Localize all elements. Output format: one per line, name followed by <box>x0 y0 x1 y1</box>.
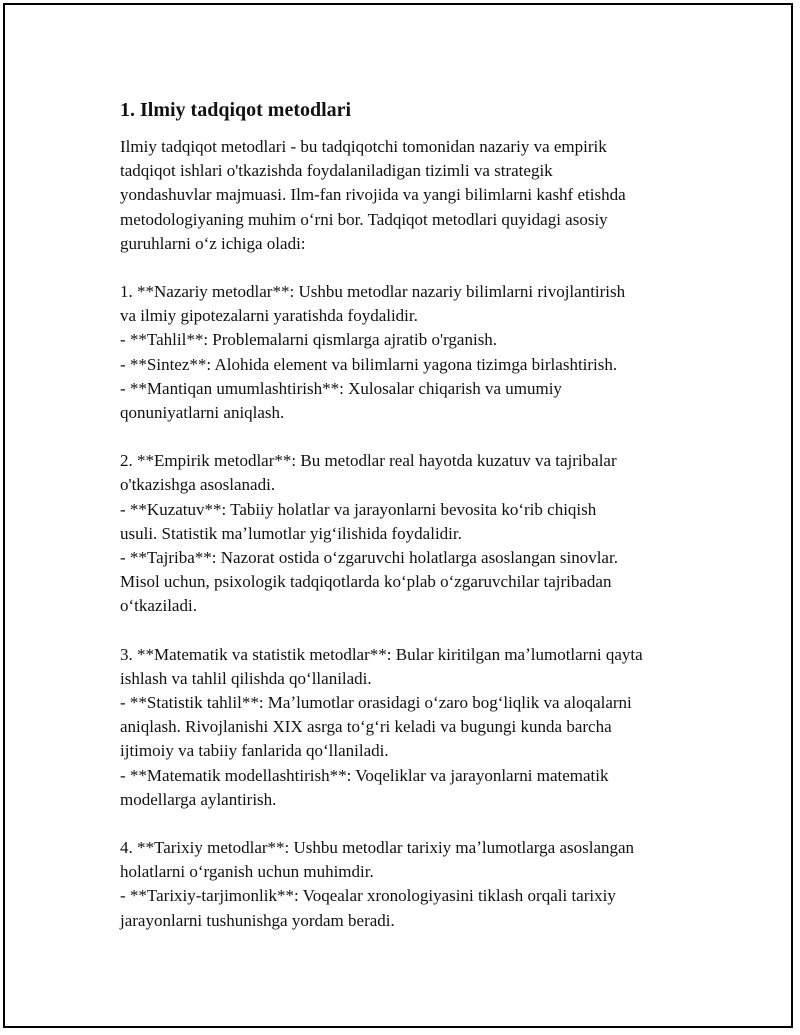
empirical-methods-paragraph: 2. **Empirik metodlar**: Bu metodlar real hayotda kuzatuv va tajribalar o'tkazishga asoslanadi. - **Kuzatuv**: Tabiiy holatlar va jarayonlarni bevosita koʻrib chiqish usuli. Statistik maʼlumotlar yigʻilishida foydalidir. - **Tajriba**: Nazorat ostida oʻzgaruvchi holatlarga asoslangan sinovlar. Misol uchun, psixologik tadqiqotlarda koʻplab oʻzgaruvchilar tajribadan oʻtkaziladi. <box>120 451 618 616</box>
theoretical-methods-paragraph: 1. **Nazariy metodlar**: Ushbu metodlar nazariy bilimlarni rivojlantirish va ilmiy gipotezalarni yaratishda foydalidir. - **Tahlil**: Problemalarni qismlarga ajratib o'rganish. - **Sintez**: Alohida element va bilimlarni yagona tizimga birlashtirish. - **Mantiqan umumlashtirish**: Xulosalar chiqarish va umumiy qonuniyatlarni aniqlash. <box>120 282 626 423</box>
historical-methods-paragraph: 4. **Tarixiy metodlar**: Ushbu metodlar tarixiy maʼlumotlarga asoslangan holatlarni oʻrganish uchun muhimdir. - **Tarixiy-tarjimonlik**: Voqealar xronologiyasini tiklash orqali tarixiy jarayonlarni tushunishga yordam beradi. <box>120 838 635 930</box>
document-page <box>3 3 793 1028</box>
intro-paragraph: Ilmiy tadqiqot metodlari - bu tadqiqotchi tomonidan nazariy va empirik tadqiqot ishlari o'tkazishda foydalaniladigan tizimli va strategik yondashuvlar majmuasi. Ilm-fan rivojida va yangi bilimlarni kashf etishda metodologiyaning muhim oʻrni bor. Tadqiqot metodlari quyidagi asosiy guruhlarni oʻz ichiga oladi: <box>120 137 626 253</box>
document-content <box>120 97 700 933</box>
math-statistical-methods-paragraph: 3. **Matematik va statistik metodlar**: Bular kiritilgan maʼlumotlarni qayta ishlash va tahlil qilishda qoʻllaniladi. - **Statistik tahlil**: Maʼlumotlar orasidagi oʻzaro bogʻliqlik va aloqalarni aniqlash. Rivojlanishi XIX asrga toʻgʻri keladi va bugungi kunda barcha ijtimoiy va tabiiy fanlarida qoʻllaniladi. - **Matematik modellashtirish**: Voqeliklar va jarayonlarni matematik modellarga aylantirish. <box>120 644 643 809</box>
section-title: 1. Ilmiy tadqiqot metodlari <box>120 99 352 121</box>
